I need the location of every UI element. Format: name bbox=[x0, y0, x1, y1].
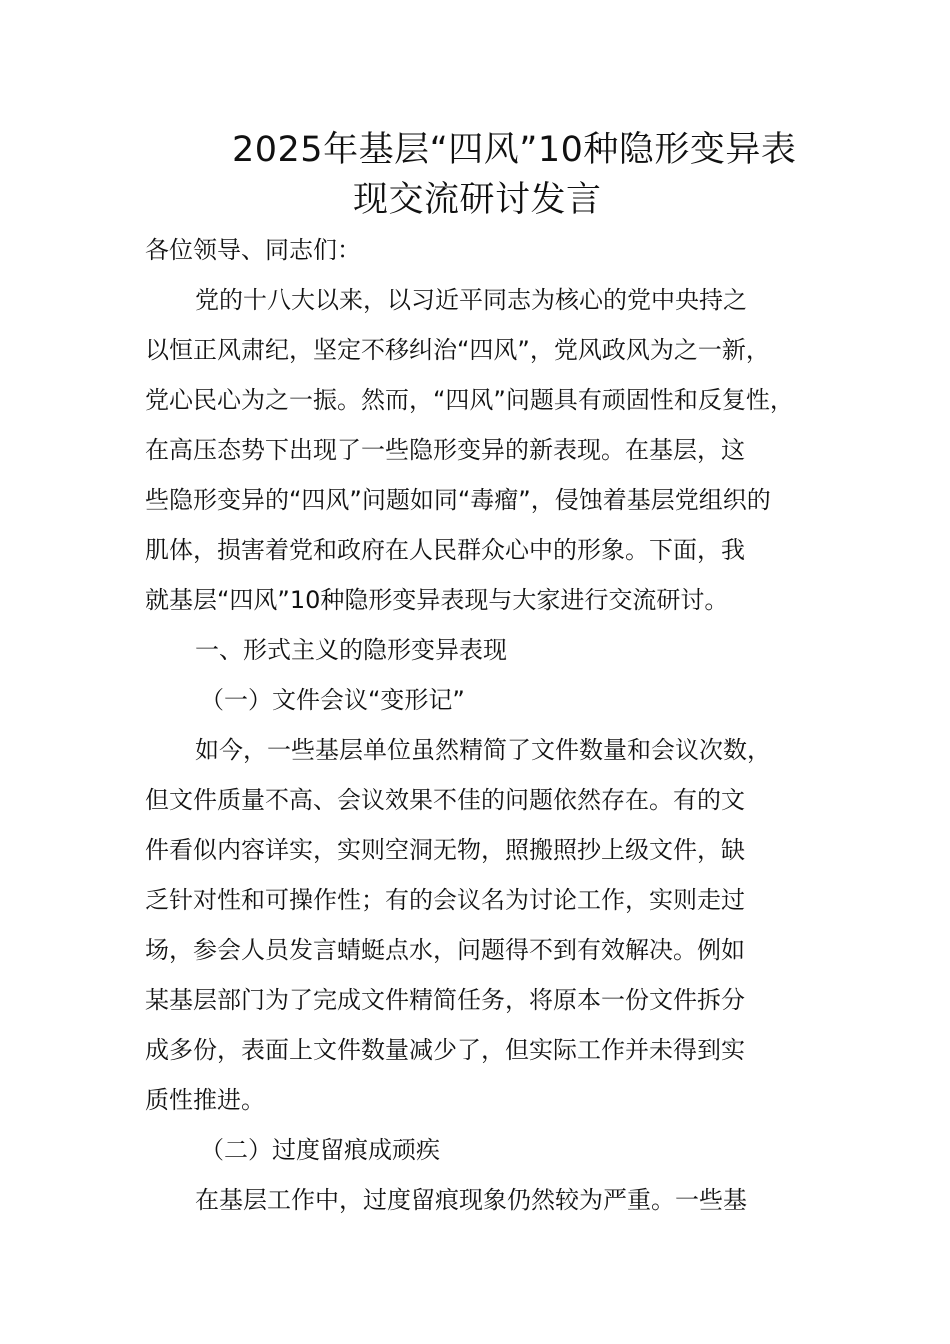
paragraph-2-line: 如今，一些基层单位虽然精简了文件数量和会议次数， bbox=[195, 736, 771, 764]
salutation: 各位领导、同志们： bbox=[145, 236, 361, 264]
paragraph-1-line: 在高压态势下出现了一些隐形变异的新表现。在基层，这 bbox=[145, 436, 745, 464]
paragraph-3-line: 在基层工作中，过度留痕现象仍然较为严重。一些基 bbox=[195, 1186, 747, 1214]
paragraph-2-line: 成多份，表面上文件数量减少了，但实际工作并未得到实 bbox=[145, 1036, 745, 1064]
paragraph-2-line: 乏针对性和可操作性；有的会议名为讨论工作，实则走过 bbox=[145, 886, 745, 914]
paragraph-1-line: 些隐形变异的“四风”问题如同“毒瘤”，侵蚀着基层党组织的 bbox=[145, 486, 771, 514]
subsection-heading-1: （一）文件会议“变形记” bbox=[200, 686, 465, 714]
paragraph-1-line: 党心民心为之一振。然而，“四风”问题具有顽固性和反复性， bbox=[145, 386, 794, 414]
document-title-line-2: 现交流研讨发言 bbox=[353, 180, 602, 220]
subsection-heading-2: （二）过度留痕成顽疾 bbox=[200, 1136, 440, 1164]
paragraph-2-line: 某基层部门为了完成文件精简任务，将原本一份文件拆分 bbox=[145, 986, 745, 1014]
section-heading-1: 一、形式主义的隐形变异表现 bbox=[195, 636, 507, 664]
paragraph-1-line: 党的十八大以来，以习近平同志为核心的党中央持之 bbox=[195, 286, 747, 314]
paragraph-2-line: 场，参会人员发言蜻蜓点水，问题得不到有效解决。例如 bbox=[145, 936, 745, 964]
paragraph-1-line: 就基层“四风”10种隐形变异表现与大家进行交流研讨。 bbox=[145, 586, 729, 614]
paragraph-1-line: 肌体，损害着党和政府在人民群众心中的形象。下面，我 bbox=[145, 536, 745, 564]
document-title-line-1: 2025年基层“四风”10种隐形变异表 bbox=[232, 130, 797, 170]
paragraph-1-line: 以恒正风肃纪，坚定不移纠治“四风”，党风政风为之一新， bbox=[145, 336, 770, 364]
paragraph-2-line: 质性推进。 bbox=[145, 1086, 265, 1114]
paragraph-2-line: 但文件质量不高、会议效果不佳的问题依然存在。有的文 bbox=[145, 786, 745, 814]
paragraph-2-line: 件看似内容详实，实则空洞无物，照搬照抄上级文件，缺 bbox=[145, 836, 745, 864]
